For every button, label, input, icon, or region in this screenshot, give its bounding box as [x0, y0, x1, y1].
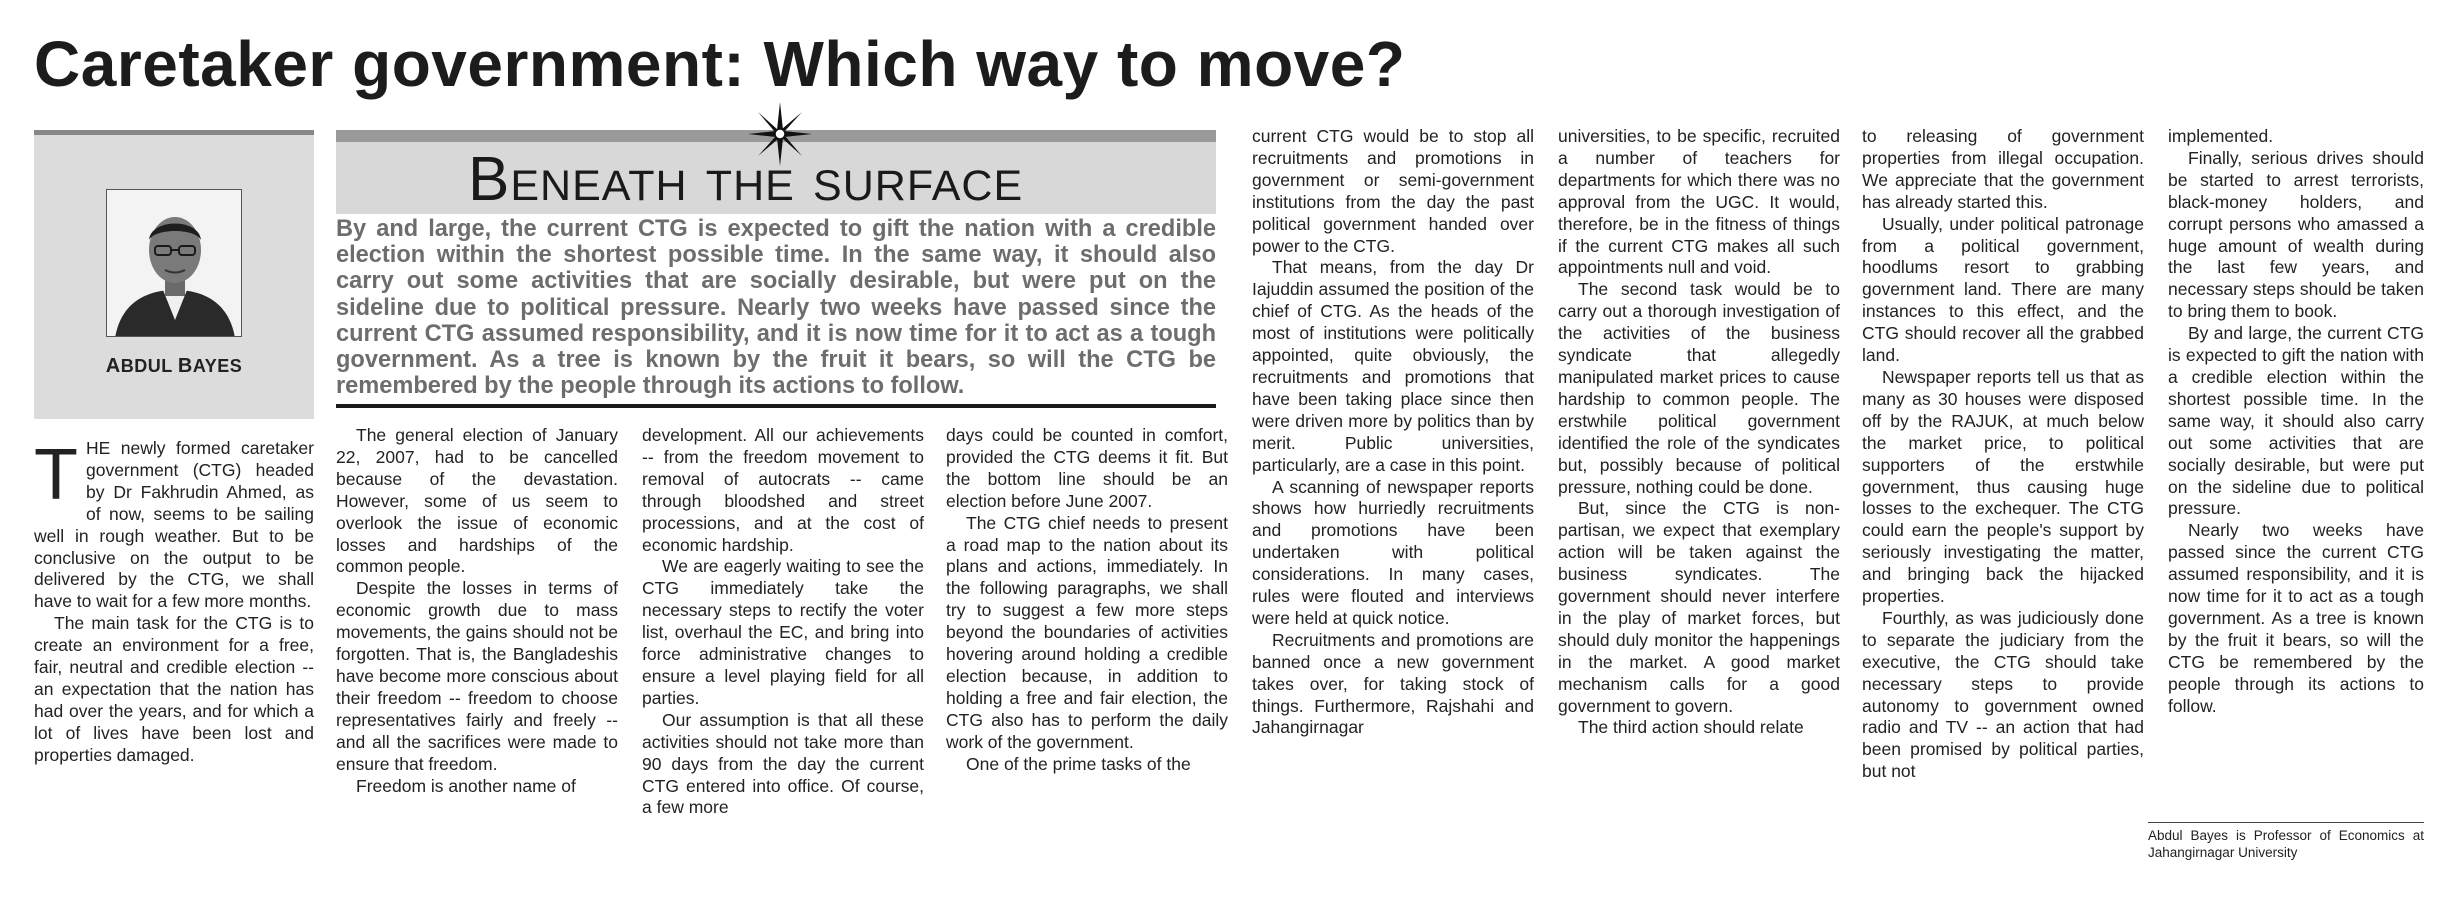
paragraph: development. All our achievements -- from the freedom movement to removal of autocrats -- came through bloodshed and street processions, and at the cost of economic hardship. [642, 425, 924, 555]
paragraph: By and large, the current CTG is expected to gift the nation with a credible election within the shortest possible time. In the same way, it should also carry out some activities that are socially desirable, but were put on the sideline due to political pressure. [2168, 323, 2424, 519]
headline: Caretaker government: Which way to move? [34, 28, 1406, 100]
paragraph: Fourthly, as was judiciously done to separate the judiciary from the executive, the CTG should take necessary steps to provide autonomy to government owned radio and TV -- an action that had been promised by political parties, but not [1862, 607, 2144, 782]
paragraph: The main task for the CTG is to create an environment for a free, fair, neutral and credible election -- an expectation that the nation has had over the years, and for which a lot of lives have been lost and properties damaged. [34, 613, 314, 765]
paragraph: We are eagerly waiting to see the CTG immediately take the necessary steps to rectify the voter list, overhaul the EC, and bring into force administrative changes to ensure a level playing field for all parties. [642, 556, 924, 708]
paragraph: Nearly two weeks have passed since the current CTG assumed responsibility, and it is now time for it to act as a tough government. As a tree is known by the fruit it bears, so will the CTG be remembered by the people through its actions to follow. [2168, 520, 2424, 716]
paragraph: days could be counted in comfort, provided the CTG deems it fit. But the bottom line should be an election before June 2007. [946, 425, 1228, 511]
article-column-3 [642, 425, 924, 819]
author-portrait-image [107, 190, 242, 337]
article-column-6 [1558, 126, 1840, 739]
paragraph: A scanning of newspaper reports shows how hurriedly recruitments and promotions have been undertaken with political considerations. In many cases, rules were flouted and interviews were held at quick notice. [1252, 476, 1534, 628]
paragraph: The general election of January 22, 2007, had to be cancelled because of the devastation. However, some of us seem to overlook the issue of economic losses and hardships of the common people. [336, 425, 618, 577]
paragraph: One of the prime tasks of the [966, 753, 1191, 774]
author-bio: Abdul Bayes is Professor of Economics at Jahangirnagar University [2148, 822, 2424, 861]
author-photo [106, 189, 242, 337]
article-column-8 [2168, 126, 2424, 717]
article-column-1 [34, 435, 314, 767]
deck-rule [336, 404, 1216, 408]
column-title: Beneath the surface [468, 145, 1024, 214]
paragraph: Finally, serious drives should be started to arrest terrorists, black-money holders, and corrupt persons who amassed a huge amount of wealth during the last few years, and necessary steps should be taken to bring them to book. [2168, 147, 2424, 322]
paragraph: Our assumption is that all these activities should not take more than 90 days from the day the current CTG entered into office. Of course, a few more [642, 709, 924, 818]
paragraph: Recruitments and promotions are banned once a new government takes over, for taking stock of things. Furthermore, Rajshahi and Jahangirnagar [1252, 629, 1534, 738]
paragraph [34, 435, 314, 613]
paragraph: That means, from the day Dr Iajuddin assumed the position of the chief of CTG. As the heads of the most of institutions were politically appointed, quite obviously, the recruitments and promotions that have been taking place since then were driven more by politics than by merit. Public universities, particularly, are a case in this point. [1252, 257, 1534, 475]
author-name-initial-1: A [105, 355, 121, 377]
author-box [34, 130, 314, 419]
drop-cap: T [34, 435, 78, 515]
paragraph: The second task would be to carry out a thorough investigation of the activities of the business syndicate that allegedly manipulated market prices to cause hardship to common people. The erstwhile political government identified the role of the syndicates but, possibly because of political pressure, nothing could be done. [1558, 279, 1840, 497]
article-column-2 [336, 425, 618, 797]
paragraph: to releasing of government properties from illegal occupation. We appreciate that the government has already started this. [1862, 126, 2144, 212]
paragraph: current CTG would be to stop all recruitments and promotions in government or semi-government institutions from the day the past political government handed over power to the CTG. [1252, 126, 1534, 256]
paragraph: Freedom is another name of [356, 775, 576, 796]
paragraph: implemented. [2168, 126, 2274, 146]
paragraph: But, since the CTG is non-partisan, we expect that exemplary action will be taken against the business syndicates. The government should never interfere in the play of market forces, but should duly monitor the happenings in the market. A good market mechanism calls for a good government to govern. [1558, 498, 1840, 716]
author-name-rest-1: BDUL [120, 356, 173, 376]
paragraph: universities, to be specific, recruited a number of teachers for departments for which there was no approval from the UGC. It would, therefore, be in the fitness of things if the current CTG makes all such appointments null and void. [1558, 126, 1840, 278]
article-deck: By and large, the current CTG is expected to gift the nation with a credible election within the shortest possible time. In the same way, it should also carry out some activities that are socially desirable, but were put on the sideline due to political pressure. Nearly two weeks have passed since the current CTG assumed responsibility, and it is now time for it to act as a tough government. As a tree is known by the fruit it bears, so will the CTG be remembered by the people through its actions to follow. [336, 216, 1216, 400]
author-name-rest-2: AYES [192, 356, 243, 376]
article-column-7 [1862, 126, 2144, 783]
paragraph: The third action should relate [1578, 717, 1804, 738]
paragraph: Despite the losses in terms of economic growth due to mass movements, the gains should not be forgotten. That is, the Bangladeshis have become more conscious about their freedom -- freedom to choose representatives fairly and freely -- and all the sacrifices were made to ensure that freedom. [336, 578, 618, 774]
article-column-4 [946, 425, 1228, 776]
paragraph: The CTG chief needs to present a road map to the nation about its plans and actions, immediately. In the following paragraphs, we shall try to suggest a few more steps beyond the boundaries of activities hovering around holding a credible election because, in addition to holding a free and fair election, the CTG also has to perform the daily work of the government. [946, 512, 1228, 752]
paragraph-text: HE newly formed caretaker government (CTG) headed by Dr Fakhrudin Ahmed, as of now, seems to be sailing well in rough weather. But to be conclusive on the output to be delivered by the CTG, we shall have to wait for a few more months. [34, 438, 314, 612]
paragraph: Usually, under political patronage from a political government, hoodlums resort to grabbing government land. There are many instances to this effect, and the CTG should recover all the grabbed land. [1862, 213, 2144, 366]
article-column-5 [1252, 126, 1534, 739]
author-name [34, 355, 314, 378]
paragraph: Newspaper reports tell us that as many as 30 houses were disposed off by the RAJUK, at much below the market price, to political supporters of the erstwhile government, thus causing huge losses to the exchequer. The CTG could earn the people's support by seriously investigating the matter, and bringing back the hijacked properties. [1862, 366, 2144, 607]
author-name-initial-2: B [177, 355, 193, 377]
